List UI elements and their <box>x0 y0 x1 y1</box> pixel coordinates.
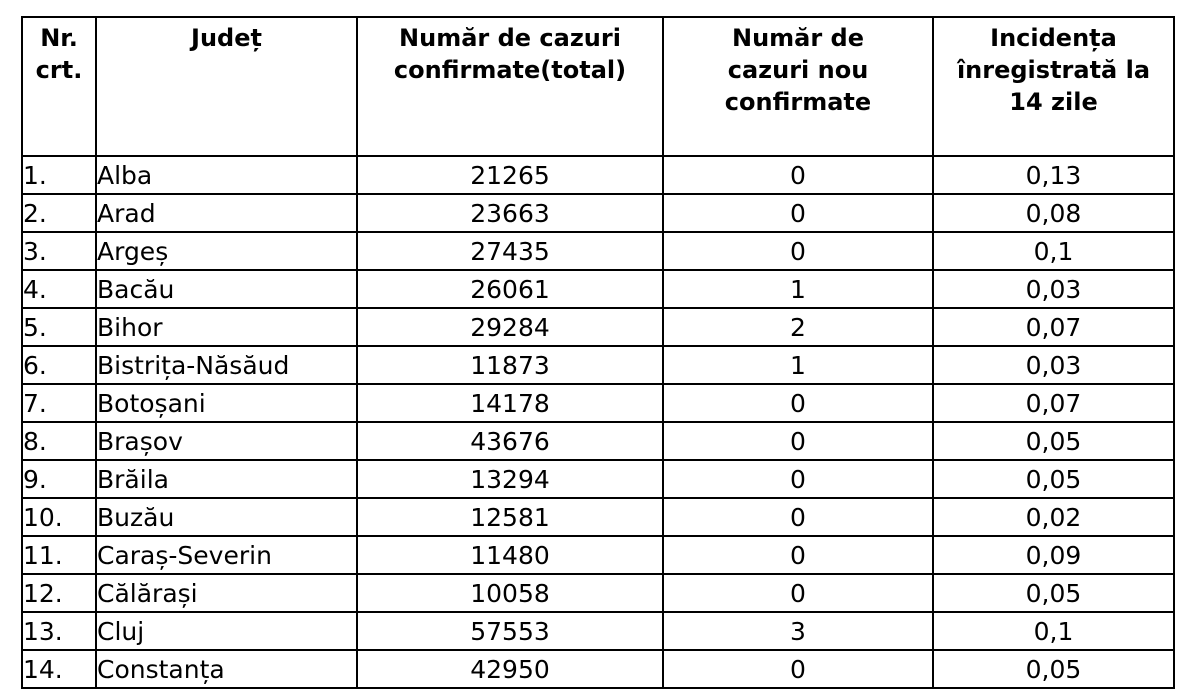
cell-new-cases: 0 <box>663 384 933 422</box>
cell-nr-crt: 8. <box>22 422 96 460</box>
cell-nr-crt: 12. <box>22 574 96 612</box>
cell-judet: Bihor <box>96 308 357 346</box>
table-row <box>22 612 1174 650</box>
cell-total-cases: 13294 <box>357 460 663 498</box>
cell-total-cases: 42950 <box>357 650 663 688</box>
cell-total-cases: 11480 <box>357 536 663 574</box>
cell-incidence: 0,05 <box>933 422 1174 460</box>
cell-incidence: 0,05 <box>933 650 1174 688</box>
table-row <box>22 384 1174 422</box>
cell-incidence: 0,05 <box>933 460 1174 498</box>
cell-total-cases: 11873 <box>357 346 663 384</box>
table-row <box>22 308 1174 346</box>
cell-judet: Buzău <box>96 498 357 536</box>
cell-new-cases: 0 <box>663 194 933 232</box>
cell-nr-crt: 4. <box>22 270 96 308</box>
cell-incidence: 0,03 <box>933 346 1174 384</box>
cell-new-cases: 0 <box>663 650 933 688</box>
table-row <box>22 498 1174 536</box>
cell-incidence: 0,07 <box>933 384 1174 422</box>
table-row <box>22 422 1174 460</box>
header-judet-label: Județ <box>191 24 262 52</box>
header-new-cases-label: Număr de cazuri nou confirmate <box>724 24 872 116</box>
cell-total-cases: 27435 <box>357 232 663 270</box>
cell-incidence: 0,03 <box>933 270 1174 308</box>
cell-new-cases: 0 <box>663 536 933 574</box>
table-row <box>22 232 1174 270</box>
cell-new-cases: 2 <box>663 308 933 346</box>
cell-nr-crt: 2. <box>22 194 96 232</box>
cell-total-cases: 23663 <box>357 194 663 232</box>
cell-judet: Brașov <box>96 422 357 460</box>
header-incidence-label: Incidența înregistrată la 14 zile <box>956 24 1151 116</box>
cell-nr-crt: 5. <box>22 308 96 346</box>
header-nr-crt-label: Nr. crt. <box>35 24 83 84</box>
cell-judet: Călărași <box>96 574 357 612</box>
cell-total-cases: 21265 <box>357 156 663 194</box>
cell-total-cases: 29284 <box>357 308 663 346</box>
cell-new-cases: 0 <box>663 498 933 536</box>
table-row <box>22 574 1174 612</box>
cell-new-cases: 0 <box>663 232 933 270</box>
cell-new-cases: 1 <box>663 346 933 384</box>
table-row <box>22 270 1174 308</box>
header-row <box>22 17 1174 156</box>
cell-incidence: 0,13 <box>933 156 1174 194</box>
cell-new-cases: 3 <box>663 612 933 650</box>
cell-incidence: 0,1 <box>933 612 1174 650</box>
header-new-cases <box>663 17 933 156</box>
header-total-cases <box>357 17 663 156</box>
cell-total-cases: 10058 <box>357 574 663 612</box>
cell-total-cases: 12581 <box>357 498 663 536</box>
cell-incidence: 0,08 <box>933 194 1174 232</box>
cell-nr-crt: 1. <box>22 156 96 194</box>
table-row <box>22 194 1174 232</box>
cell-incidence: 0,07 <box>933 308 1174 346</box>
cell-nr-crt: 13. <box>22 612 96 650</box>
table-row <box>22 156 1174 194</box>
cell-new-cases: 0 <box>663 422 933 460</box>
cell-nr-crt: 3. <box>22 232 96 270</box>
table-row <box>22 650 1174 688</box>
cell-judet: Argeș <box>96 232 357 270</box>
cell-judet: Caraș-Severin <box>96 536 357 574</box>
cell-nr-crt: 10. <box>22 498 96 536</box>
cell-nr-crt: 11. <box>22 536 96 574</box>
header-incidence <box>933 17 1174 156</box>
cell-nr-crt: 14. <box>22 650 96 688</box>
cell-new-cases: 0 <box>663 156 933 194</box>
table-row <box>22 346 1174 384</box>
cell-judet: Arad <box>96 194 357 232</box>
cell-incidence: 0,05 <box>933 574 1174 612</box>
cell-judet: Brăila <box>96 460 357 498</box>
header-total-cases-label: Număr de cazuri confirmate(total) <box>393 24 627 84</box>
cell-judet: Botoșani <box>96 384 357 422</box>
table-row <box>22 536 1174 574</box>
cell-total-cases: 26061 <box>357 270 663 308</box>
cell-nr-crt: 7. <box>22 384 96 422</box>
table-header <box>22 17 1174 156</box>
cell-judet: Cluj <box>96 612 357 650</box>
cell-new-cases: 0 <box>663 574 933 612</box>
cell-new-cases: 1 <box>663 270 933 308</box>
table-row <box>22 460 1174 498</box>
cell-judet: Bacău <box>96 270 357 308</box>
cell-judet: Bistrița-Năsăud <box>96 346 357 384</box>
table-body <box>22 156 1174 688</box>
cell-nr-crt: 9. <box>22 460 96 498</box>
covid-cases-table <box>21 16 1175 689</box>
cell-total-cases: 43676 <box>357 422 663 460</box>
cell-incidence: 0,02 <box>933 498 1174 536</box>
cell-total-cases: 57553 <box>357 612 663 650</box>
cell-nr-crt: 6. <box>22 346 96 384</box>
cell-total-cases: 14178 <box>357 384 663 422</box>
cell-incidence: 0,1 <box>933 232 1174 270</box>
cell-new-cases: 0 <box>663 460 933 498</box>
cell-incidence: 0,09 <box>933 536 1174 574</box>
header-nr-crt <box>22 17 96 156</box>
cell-judet: Constanța <box>96 650 357 688</box>
header-judet <box>96 17 357 156</box>
cell-judet: Alba <box>96 156 357 194</box>
